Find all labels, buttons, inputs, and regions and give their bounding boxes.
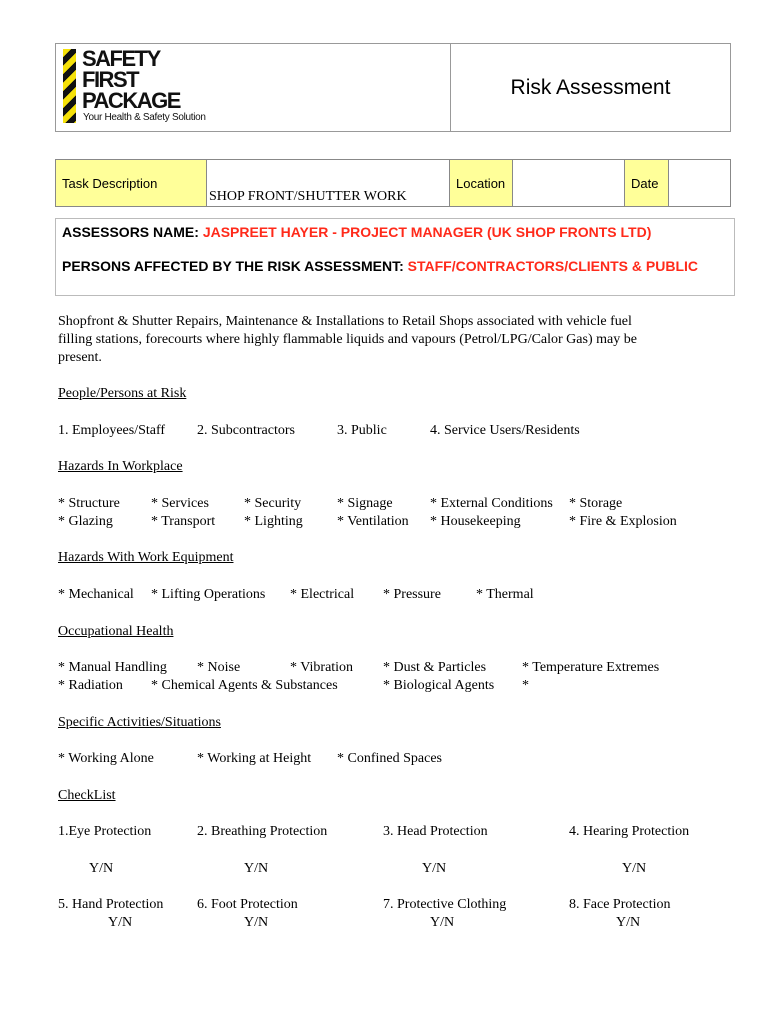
date-label: Date: [625, 160, 669, 206]
equipment-hazard: * Mechanical: [58, 587, 134, 602]
activity-item: * Confined Spaces: [337, 751, 442, 766]
checklist-yn[interactable]: Y/N: [622, 861, 647, 876]
workplace-hazard: * Security: [244, 496, 302, 511]
workplace-hazard: * Signage: [337, 496, 393, 511]
checklist-item: 1.Eye Protection: [58, 824, 152, 839]
people-item: 1. Employees/Staff: [58, 423, 166, 438]
checklist-yn[interactable]: Y/N: [244, 861, 269, 876]
task-description-value[interactable]: SHOP FRONT/SHUTTER WORK: [207, 160, 450, 206]
checklist-item: 2. Breathing Protection: [197, 824, 328, 839]
checklist-yn[interactable]: Y/N: [108, 915, 133, 930]
checklist-item: 4. Hearing Protection: [569, 824, 690, 839]
people-item: 2. Subcontractors: [197, 423, 295, 438]
equipment-hazard: * Lifting Operations: [151, 587, 266, 602]
assessor-label: ASSESSORS NAME:: [62, 224, 203, 240]
persons-affected-value: STAFF/CONTRACTORS/CLIENTS & PUBLIC: [407, 258, 699, 274]
logo-tagline: Your Health & Safety Solution: [83, 112, 206, 123]
intro-paragraph: [58, 313, 637, 367]
checklist-yn[interactable]: Y/N: [244, 915, 269, 930]
intro-line-3: present.: [58, 350, 102, 365]
health-hazard: * Radiation: [58, 678, 123, 693]
workplace-hazard: * Fire & Explosion: [569, 514, 677, 529]
workplace-hazard: * Transport: [151, 514, 216, 529]
assessor-line: [62, 224, 728, 241]
intro-line-2: filling stations, forecourts where highly flammable liquids and vapours (Petrol/LPG/Calor Gas) may be: [58, 332, 637, 347]
logo-line-3: PACKAGE: [82, 88, 180, 113]
health-hazard: * Biological Agents: [383, 678, 495, 693]
assessor-info-box: [55, 218, 735, 296]
equipment-hazard: * Pressure: [383, 587, 441, 602]
location-label: Location: [450, 160, 513, 206]
equipment-hazard: * Thermal: [476, 587, 534, 602]
activities-heading: Specific Activities/Situations: [58, 715, 221, 730]
persons-affected-label: PERSONS AFFECTED BY THE RISK ASSESSMENT:: [62, 258, 408, 274]
workplace-hazard: * Structure: [58, 496, 120, 511]
workplace-hazard: * Housekeeping: [430, 514, 521, 529]
logo-line-2: FIRST: [82, 67, 139, 92]
checklist-heading: CheckList: [58, 788, 116, 803]
task-info-table: [55, 159, 731, 207]
workplace-hazard: * Storage: [569, 496, 623, 511]
checklist-yn[interactable]: Y/N: [616, 915, 641, 930]
health-hazard: *: [522, 678, 529, 693]
assessor-value: JASPREET HAYER - PROJECT MANAGER (UK SHOP FRONTS LTD): [202, 224, 652, 240]
health-hazard: * Vibration: [290, 660, 354, 675]
checklist-item: 3. Head Protection: [383, 824, 488, 839]
company-logo: [82, 48, 180, 111]
workplace-hazard: * Ventilation: [337, 514, 409, 529]
checklist-item: 8. Face Protection: [569, 897, 671, 912]
health-hazard: * Noise: [197, 660, 241, 675]
date-value[interactable]: [669, 160, 730, 206]
checklist-item: 5. Hand Protection: [58, 897, 164, 912]
people-item: 4. Service Users/Residents: [430, 423, 580, 438]
health-hazard: * Manual Handling: [58, 660, 167, 675]
checklist-item: 6. Foot Protection: [197, 897, 298, 912]
persons-affected-line: [62, 258, 728, 275]
workplace-heading: Hazards In Workplace: [58, 459, 183, 474]
workplace-hazard: * Glazing: [58, 514, 113, 529]
checklist-yn[interactable]: Y/N: [89, 861, 114, 876]
logo-line-1: SAFETY: [82, 46, 160, 71]
checklist-item: 7. Protective Clothing: [383, 897, 507, 912]
activity-item: * Working at Height: [197, 751, 312, 766]
equipment-hazard: * Electrical: [290, 587, 355, 602]
hazard-stripes-logo: [63, 49, 76, 123]
logo-cell: [56, 44, 451, 131]
health-hazard: * Dust & Particles: [383, 660, 487, 675]
people-heading: People/Persons at Risk: [58, 386, 187, 401]
workplace-hazard: * Lighting: [244, 514, 303, 529]
intro-line-1: Shopfront & Shutter Repairs, Maintenance & Installations to Retail Shops associated with vehicle fuel: [58, 314, 632, 329]
checklist-yn[interactable]: Y/N: [430, 915, 455, 930]
people-item: 3. Public: [337, 423, 387, 438]
workplace-hazard: * Services: [151, 496, 209, 511]
document-header: [55, 43, 731, 132]
document-title: Risk Assessment: [510, 75, 671, 99]
workplace-hazard: * External Conditions: [430, 496, 553, 511]
equipment-heading: Hazards With Work Equipment: [58, 550, 234, 565]
task-description-label: Task Description: [56, 160, 207, 206]
health-heading: Occupational Health: [58, 624, 174, 639]
health-hazard: * Chemical Agents & Substances: [151, 678, 338, 693]
checklist-yn[interactable]: Y/N: [422, 861, 447, 876]
health-hazard: * Temperature Extremes: [522, 660, 660, 675]
location-value[interactable]: [513, 160, 625, 206]
activity-item: * Working Alone: [58, 751, 154, 766]
